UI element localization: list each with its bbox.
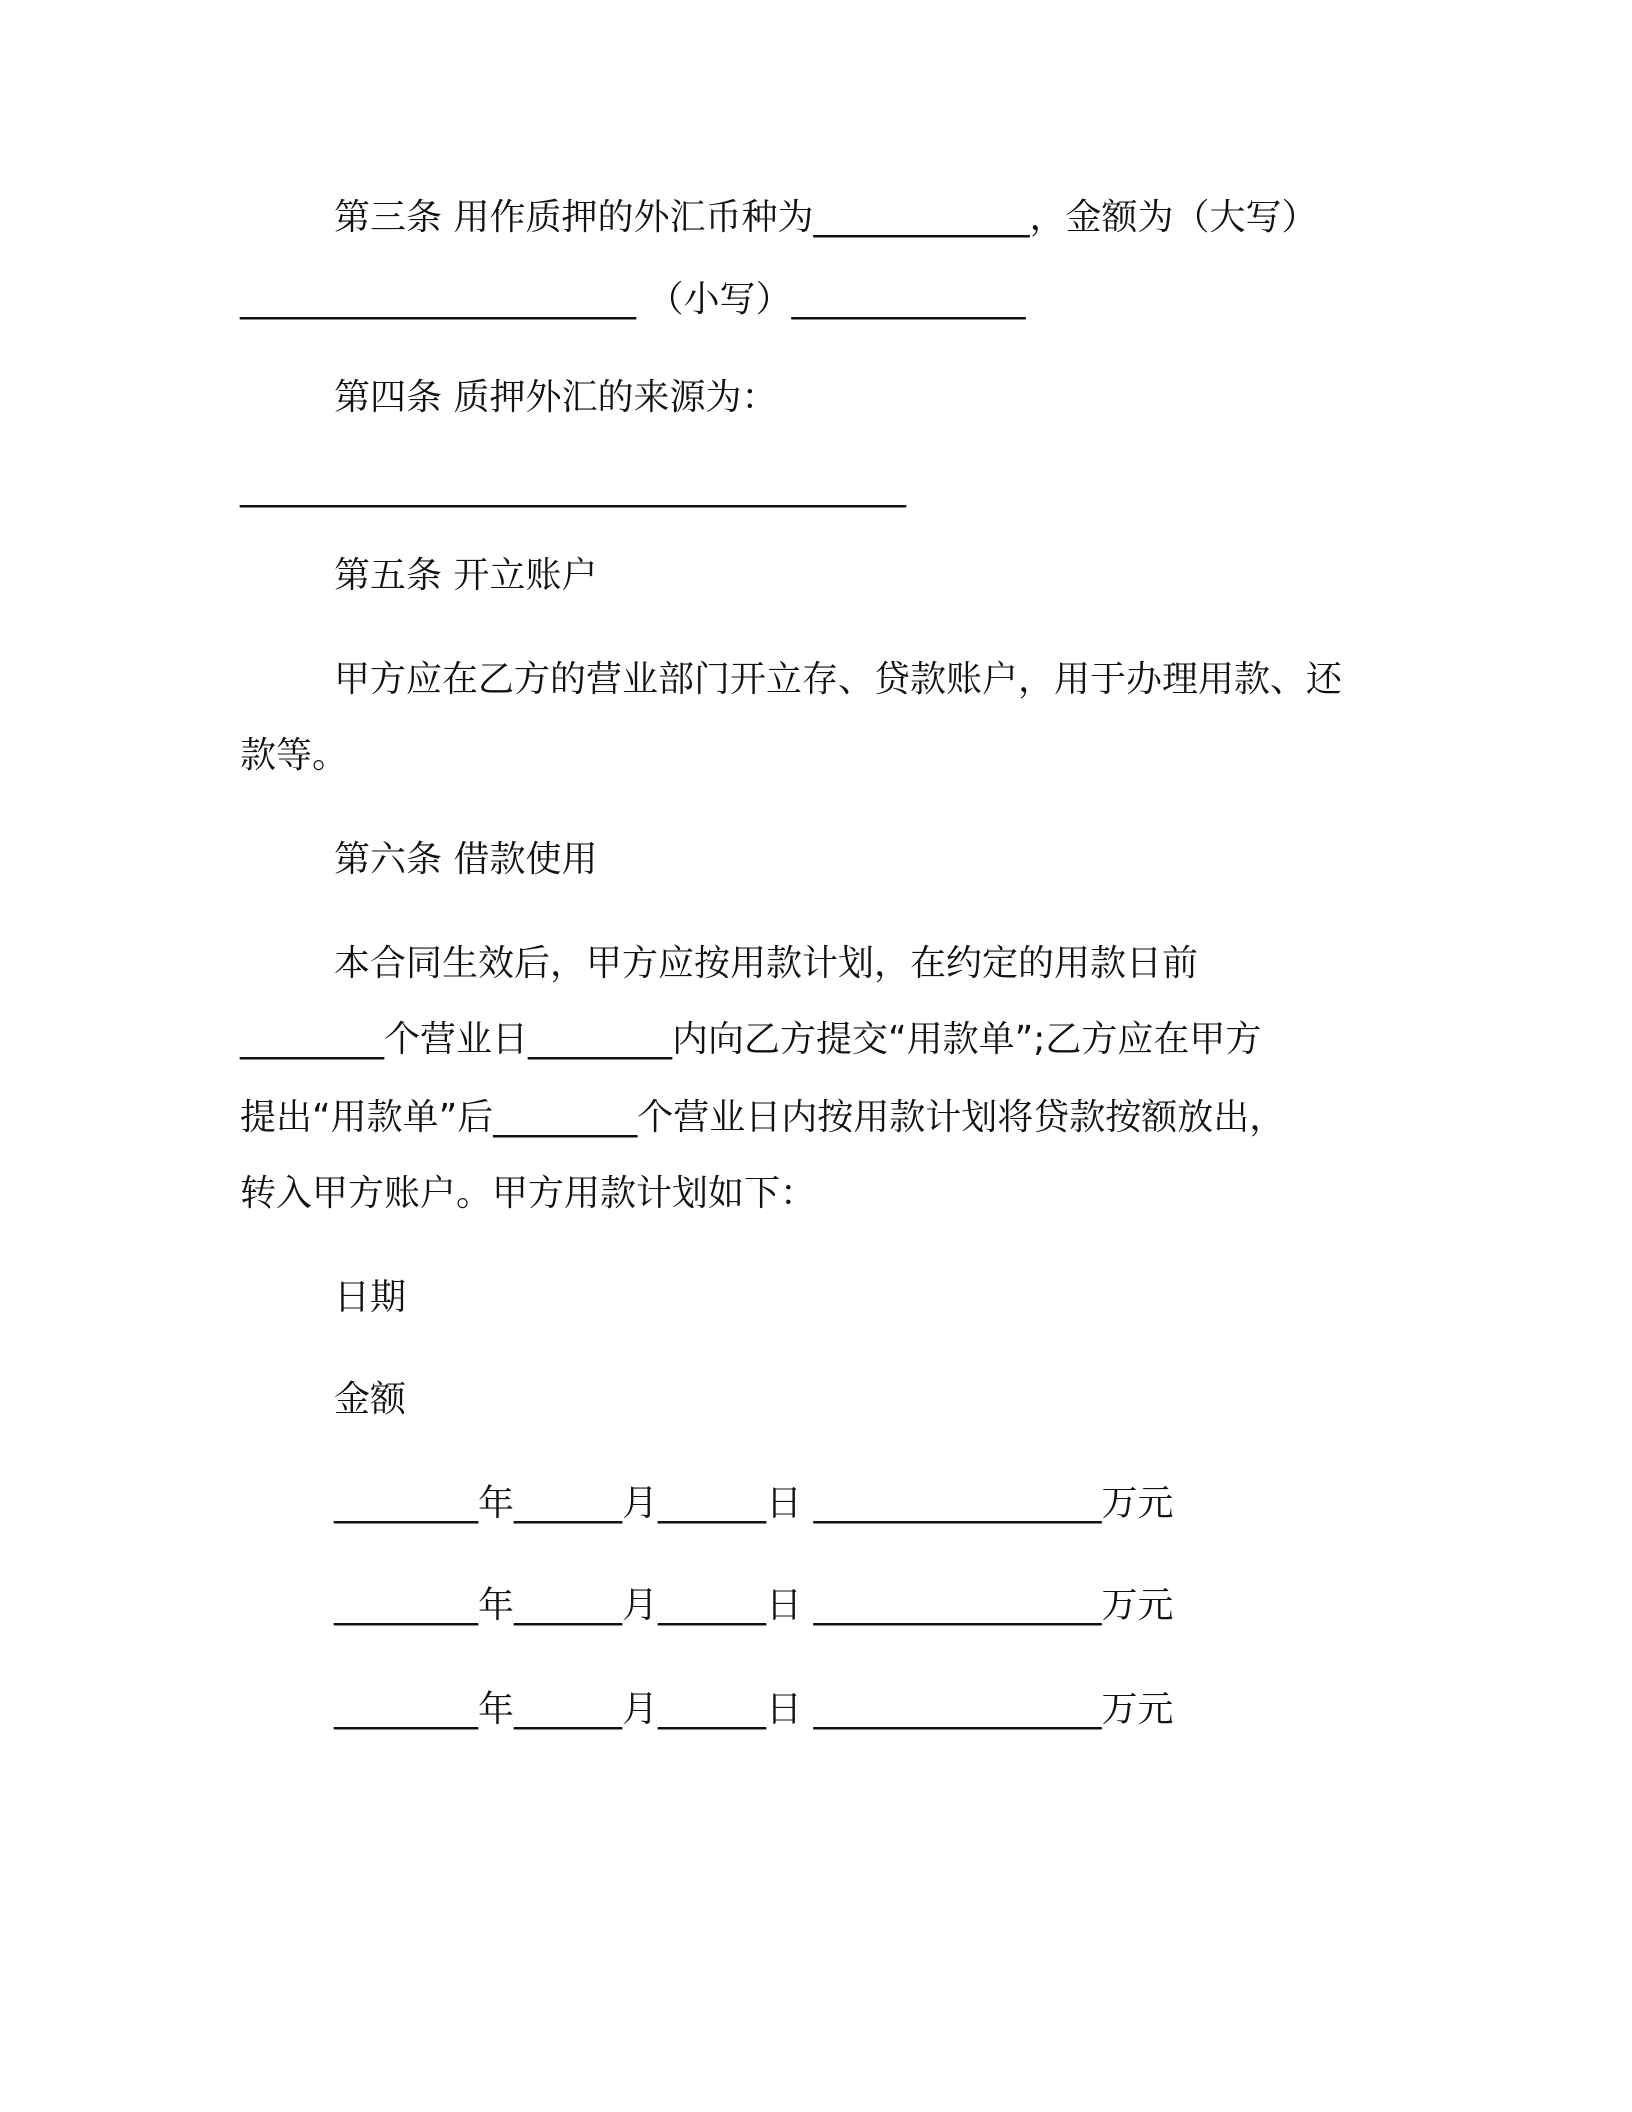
article5-body-line2: 款等。 [240, 735, 349, 776]
schedule-row: ________年______月______日 ________________万元 [334, 1483, 1174, 1524]
schedule-row: ________年______月______日 ________________万元 [334, 1689, 1174, 1730]
article6-body-line1: 本合同生效后，甲方应按用款计划，在约定的用款日前 [334, 943, 1199, 984]
schedule-date-label: 日期 [334, 1277, 407, 1318]
article3-line1: 第三条 用作质押的外汇币种为____________，金额为（大写） [334, 197, 1318, 238]
article4-heading: 第四条 质押外汇的来源为： [334, 377, 778, 418]
article6-body-line4: 转入甲方账户。甲方用款计划如下： [240, 1173, 817, 1214]
article4-blank: _____________________________________ [240, 467, 906, 508]
article6-heading: 第六条 借款使用 [334, 839, 598, 880]
article6-body-line3: 提出“用款单”后________个营业日内按用款计划将贷款按额放出， [240, 1097, 1286, 1138]
schedule-amount-label: 金额 [334, 1379, 407, 1420]
article5-heading: 第五条 开立账户 [334, 555, 598, 596]
article6-body-line2: ________个营业日________内向乙方提交“用款单”;乙方应在甲方 [240, 1019, 1262, 1060]
article3-line2: ______________________ （小写）_____________ [240, 279, 1026, 320]
schedule-row: ________年______月______日 ________________万元 [334, 1585, 1174, 1626]
article5-body-line1: 甲方应在乙方的营业部门开立存、贷款账户，用于办理用款、还 [334, 659, 1343, 700]
